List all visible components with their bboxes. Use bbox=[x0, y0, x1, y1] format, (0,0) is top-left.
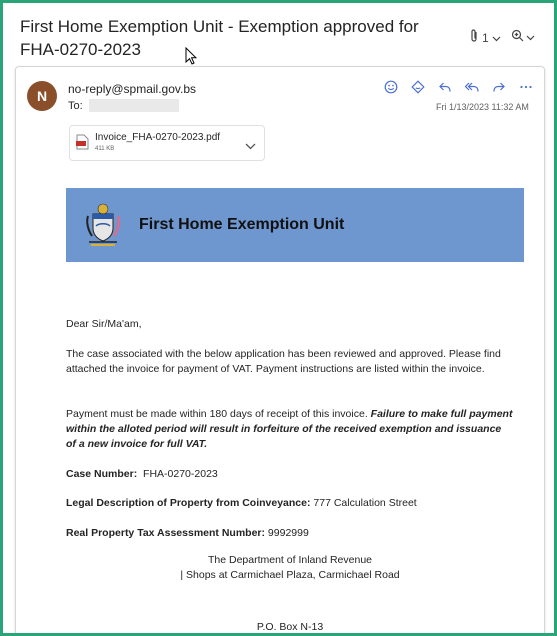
more-icon bbox=[519, 80, 533, 94]
redacted-recipient bbox=[89, 99, 179, 112]
po-box: P.O. Box N-13 bbox=[256, 621, 324, 633]
greeting: Dear Sir/Ma'am, bbox=[66, 318, 142, 330]
attachment-name: Invoice_FHA-0270-2023.pdf bbox=[95, 132, 221, 143]
sticker-button[interactable] bbox=[409, 78, 427, 96]
message-timestamp: Fri 1/13/2023 11:32 AM bbox=[436, 102, 529, 112]
email-subject: First Home Exemption Unit - Exemption approved for FHA-0270-2023 bbox=[20, 17, 419, 59]
tax-assessment-label: Real Property Tax Assessment Number: bbox=[66, 527, 265, 539]
paragraph-payment bbox=[66, 407, 514, 452]
zoom-button[interactable] bbox=[511, 29, 535, 45]
legal-description-value: 777 Calculation Street bbox=[313, 497, 417, 509]
pdf-icon bbox=[76, 134, 89, 155]
emoji-icon bbox=[384, 80, 398, 94]
chevron-down-icon[interactable] bbox=[245, 137, 256, 155]
attachment-count: 1 bbox=[482, 30, 489, 45]
reply-all-icon bbox=[464, 80, 480, 94]
forward-icon bbox=[492, 80, 506, 94]
reply-icon bbox=[438, 80, 452, 94]
sender-address[interactable]: no-reply@spmail.gov.bs bbox=[68, 82, 197, 96]
reading-pane bbox=[3, 3, 554, 633]
case-number-label: Case Number: bbox=[66, 468, 138, 480]
attachment-size: 411 KB bbox=[95, 146, 115, 152]
paragraph-approval: The case associated with the below application has been reviewed and approved. Please find attached the invoice for payment of VAT. Payment instructions are listed within the invoice. bbox=[66, 348, 501, 375]
emoji-button[interactable] bbox=[382, 78, 400, 96]
payment-deadline-text: Payment must be made within 180 days of receipt of this invoice. bbox=[66, 408, 371, 420]
more-actions-button[interactable] bbox=[517, 78, 535, 96]
zoom-icon bbox=[511, 29, 524, 45]
case-number-value: FHA-0270-2023 bbox=[143, 468, 218, 480]
banner-title: First Home Exemption Unit bbox=[139, 216, 345, 233]
attachment-card[interactable] bbox=[69, 125, 265, 161]
department-address: | Shops at Carmichael Plaza, Carmichael Road bbox=[180, 569, 400, 581]
attachment-count-button[interactable] bbox=[469, 29, 501, 46]
to-label: To: bbox=[68, 99, 83, 112]
forfeiture-warning: Failure to make full payment within the alloted period will result in forfeiture of the received exemption and issuance of a new invoice for full VAT. bbox=[66, 408, 513, 450]
avatar[interactable]: N bbox=[27, 81, 57, 111]
tax-assessment-row bbox=[66, 526, 514, 541]
message-actions bbox=[382, 78, 535, 96]
reply-all-button[interactable] bbox=[463, 78, 481, 96]
sticker-icon bbox=[411, 80, 425, 94]
legal-description-row bbox=[66, 496, 514, 511]
reply-button[interactable] bbox=[436, 78, 454, 96]
case-number-row bbox=[66, 467, 514, 482]
tax-assessment-value: 9992999 bbox=[267, 527, 309, 539]
chevron-down-icon bbox=[492, 31, 501, 45]
forward-button[interactable] bbox=[490, 78, 508, 96]
email-banner bbox=[66, 188, 524, 262]
coat-of-arms-icon bbox=[80, 202, 126, 253]
chevron-down-icon bbox=[526, 30, 535, 44]
department-name: The Department of Inland Revenue bbox=[207, 554, 373, 566]
subject-bar bbox=[3, 3, 554, 65]
to-row bbox=[68, 99, 179, 112]
legal-description-label: Legal Description of Property from Coinveyance: bbox=[66, 497, 311, 509]
message-card bbox=[15, 66, 545, 633]
paperclip-icon bbox=[469, 29, 479, 46]
